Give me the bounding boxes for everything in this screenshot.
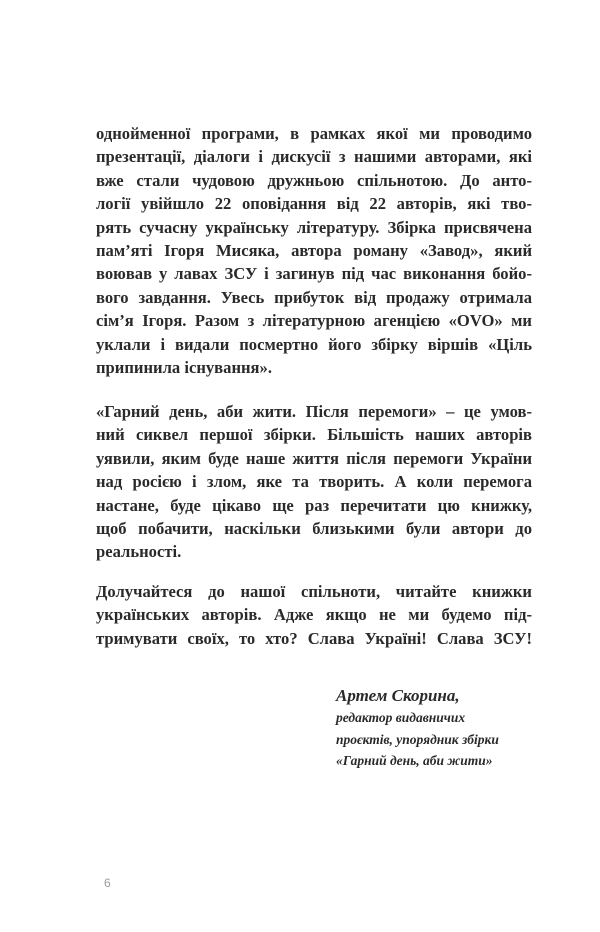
signature-role-line: редактор видавничих bbox=[336, 710, 466, 725]
text-line: сім’я Ігоря. Разом з літературною агенцією «OVO» ми bbox=[96, 311, 532, 331]
text-line: презентації, діалоги і дискусії з нашими авторами, які bbox=[96, 147, 532, 167]
signature bbox=[336, 685, 499, 772]
text-line: припинила існування». bbox=[96, 357, 272, 377]
text-line: вже стали чудовою дружньою спільнотою. До анто- bbox=[96, 170, 532, 190]
page-number: 6 bbox=[104, 876, 111, 890]
text-line: ний сиквел першої збірки. Більшість наших авторів bbox=[96, 425, 532, 445]
text-line: воював у лавах ЗСУ і загинув під час виконання бойо- bbox=[96, 264, 532, 284]
paragraph-3 bbox=[96, 580, 532, 650]
text-line: уклали і видали посмертно його збірку віршів «Ціль bbox=[96, 334, 532, 354]
signature-role-line: проєктів, упорядник збірки bbox=[336, 731, 499, 747]
text-line: реальності. bbox=[96, 542, 182, 562]
text-line: логії увійшло 22 оповідання від 22 авторів, які тво- bbox=[96, 194, 532, 214]
text-line: настане, буде цікаво ще раз перечитати цю книжку, bbox=[96, 495, 532, 515]
text-line: щоб побачити, наскільки близькими були автори до bbox=[96, 518, 532, 538]
paragraph-1 bbox=[96, 122, 532, 379]
text-line: рять сучасну українську літературу. Збірка присвячена bbox=[96, 217, 532, 237]
text-line: уявили, яким буде наше життя після перемоги України bbox=[96, 448, 532, 468]
text-line: тримувати своїх, то хто? Слава Україні! Слава ЗСУ! bbox=[96, 628, 532, 648]
text-line: «Гарний день, аби жити. Після перемоги» – це умов- bbox=[96, 402, 532, 421]
text-line: однойменної програми, в рамках якої ми проводимо bbox=[96, 124, 532, 143]
text-line: над росією і злом, яке та творить. А коли перемога bbox=[96, 472, 532, 492]
text-line: вого завдання. Увесь прибуток від продажу отримала bbox=[96, 287, 532, 307]
signature-role-line: «Гарний день, аби жити» bbox=[336, 753, 493, 768]
text-line: українських авторів. Адже якщо не ми будемо під- bbox=[96, 605, 532, 625]
paragraph-2 bbox=[96, 400, 532, 564]
text-line: пам’яті Ігоря Мисяка, автора роману «Завод», який bbox=[96, 240, 532, 260]
signature-name: Артем Скорина, bbox=[336, 686, 460, 705]
text-line: Долучайтеся до нашої спільноти, читайте книжки bbox=[96, 582, 532, 601]
